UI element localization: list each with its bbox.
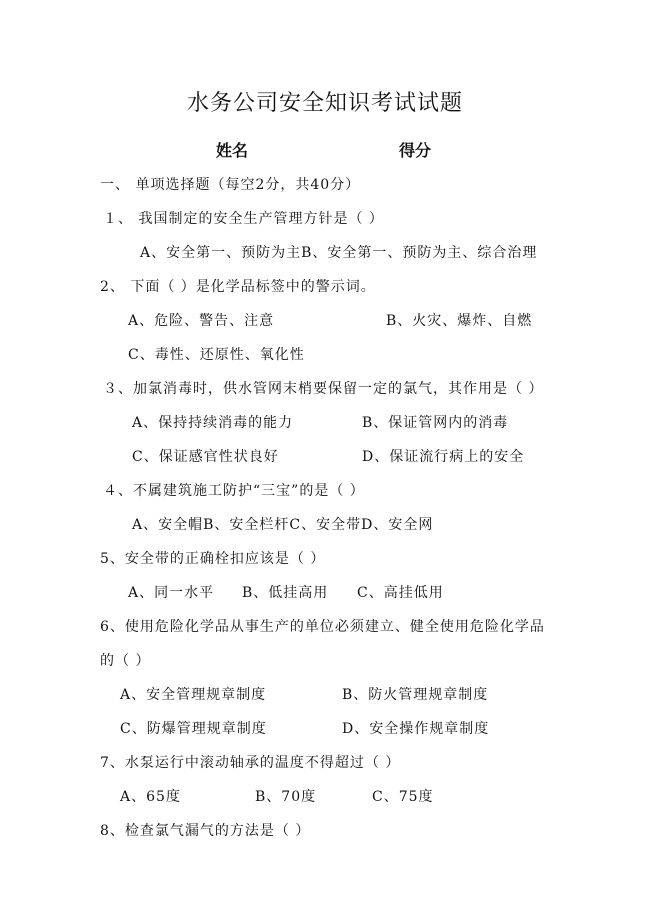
question-4-options: A、安全帽B、安全栏杆C、安全带D、安全网	[132, 517, 434, 533]
question-3-option-a: A、保持持续消毒的能力	[132, 415, 294, 431]
question-2-option-a: A、危险、警告、注意	[128, 313, 275, 329]
section-heading: 一、 单项选择题（每空2分，共40分）	[100, 177, 361, 193]
question-3-option-c: C、保证感官性状良好	[132, 449, 279, 465]
question-6-option-d: D、安全操作规章制度	[342, 721, 490, 737]
question-2-option-b: B、火灾、爆炸、自燃	[386, 313, 533, 329]
question-5-option-a: A、同一水平	[128, 585, 215, 601]
score-label: 得分	[399, 141, 432, 160]
question-6-option-b: B、防火管理规章制度	[342, 687, 489, 703]
question-2-option-c: C、毒性、还原性、氧化性	[128, 347, 305, 363]
question-6-option-c: C、防爆管理规章制度	[120, 721, 267, 737]
question-5-stem: 5、安全带的正确栓扣应该是（ ）	[100, 551, 326, 567]
question-5-option-c: C、高挂低用	[357, 585, 444, 601]
question-3-option-b: B、保证管网内的消毒	[362, 415, 509, 431]
question-5-option-b: B、低挂高用	[242, 585, 329, 601]
question-3-option-d: D、保证流行病上的安全	[362, 449, 525, 465]
question-6-option-a: A、安全管理规章制度	[120, 687, 267, 703]
exam-title: 水务公司安全知识考试试题	[186, 91, 463, 116]
question-6-stem-line1: 6、使用危险化学品从事生产的单位必须建立、健全使用危险化学品	[100, 619, 545, 635]
question-7-option-a: A、65度	[120, 789, 181, 805]
question-6-stem-line2: 的（ ）	[100, 653, 151, 669]
question-7-stem: 7、水泵运行中滚动轴承的温度不得超过（ ）	[100, 755, 401, 771]
question-2-stem: 2、 下面（ ）是化学品标签中的警示词。	[100, 279, 376, 295]
question-1-stem: １、 我国制定的安全生产管理方针是（ ）	[103, 211, 384, 227]
question-1-options: A、安全第一、预防为主B、安全第一、预防为主、综合治理	[140, 245, 538, 261]
name-label: 姓名	[216, 141, 249, 160]
question-8-stem: 8、检查氯气漏气的方法是（ ）	[100, 823, 311, 839]
question-7-option-c: C、75度	[372, 789, 434, 805]
question-3-stem: ３、加氯消毒时，供水管网末梢要保留一定的氯气，其作用是（ ）	[103, 381, 544, 397]
question-4-stem: ４、不属建筑施工防护“三宝”的是（ ）	[103, 483, 365, 499]
question-7-option-b: B、70度	[255, 789, 317, 805]
